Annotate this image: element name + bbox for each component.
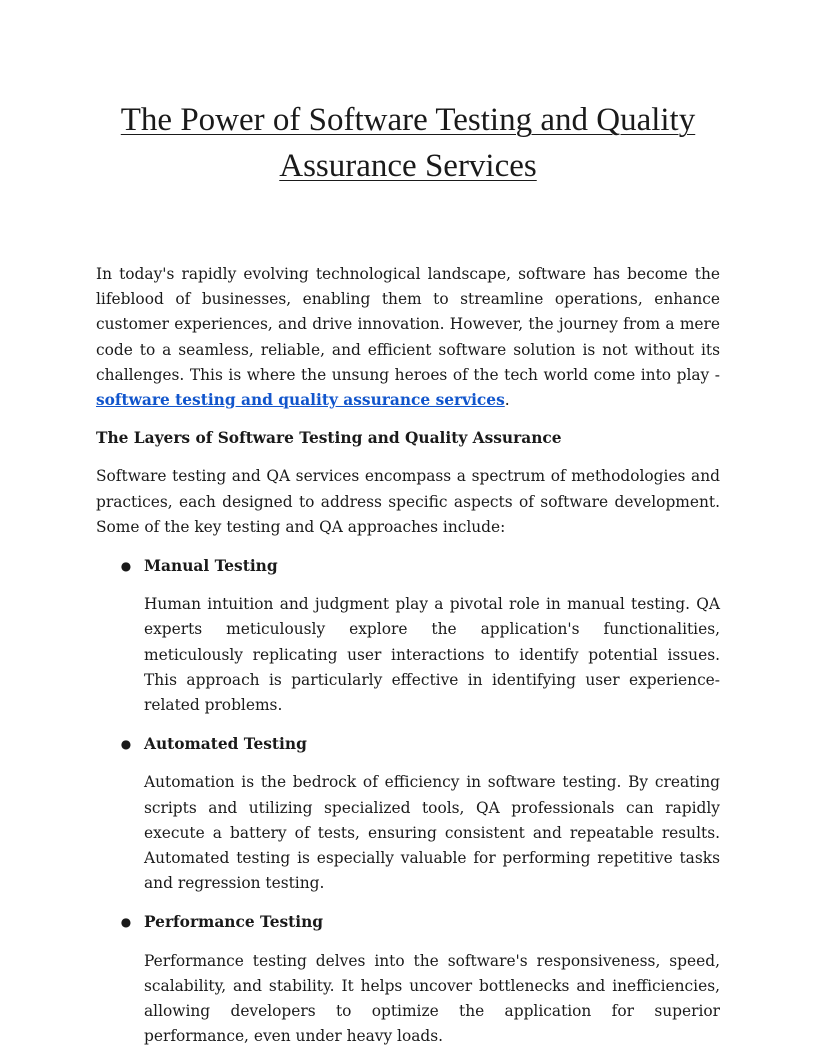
item-body-performance-testing: Performance testing delves into the software's responsiveness, speed, scalability, and stability. It helps uncover bottlenecks and inefficiencies, allowing developers to optimize the application for superior performance, even under heavy loads. [144, 951, 720, 1046]
document-body [96, 262, 720, 1063]
intro-trailing: . [504, 391, 510, 410]
approaches-list [96, 554, 720, 1049]
list-item [96, 554, 720, 718]
item-title-manual-testing: Manual Testing [144, 557, 278, 576]
intro-paragraph [96, 262, 720, 413]
software-testing-link[interactable]: software testing and quality assurance services [96, 391, 505, 410]
section-heading: The Layers of Software Testing and Quality Assurance [96, 429, 562, 448]
intro-text: In today's rapidly evolving technological landscape, software has become the lifeblood of businesses, enabling them to streamline operations, enhance customer experiences, and drive innovation. However, the journey from a mere code to a seamless, reliable, and efficient software solution is not without its challenges. This is where the unsung heroes of the tech world come into play - [96, 265, 720, 384]
bullet-icon: ● [120, 737, 132, 752]
list-item [96, 910, 720, 1049]
bullet-icon: ● [120, 559, 132, 574]
section-intro: Software testing and QA services encompass a spectrum of methodologies and practices, each designed to address specific aspects of software development. Some of the key testing and QA approaches include: [96, 467, 720, 536]
page-title: The Power of Software Testing and Quality Assurance Services [120, 102, 696, 184]
item-body-automated-testing: Automation is the bedrock of efficiency in software testing. By creating scripts and utilizing specialized tools, QA professionals can rapidly execute a battery of tests, ensuring consistent and repeatable results. Automated testing is especially valuable for performing repetitive tasks and regression testing. [144, 773, 720, 893]
list-item [96, 732, 720, 896]
item-title-automated-testing: Automated Testing [144, 735, 307, 754]
bullet-icon: ● [120, 915, 132, 930]
item-title-performance-testing: Performance Testing [144, 913, 324, 932]
item-body-manual-testing: Human intuition and judgment play a pivotal role in manual testing. QA experts meticulously explore the application's functionalities, meticulously replicating user interactions to identify potential issues. This approach is particularly effective in identifying user experience-related problems. [144, 595, 720, 715]
